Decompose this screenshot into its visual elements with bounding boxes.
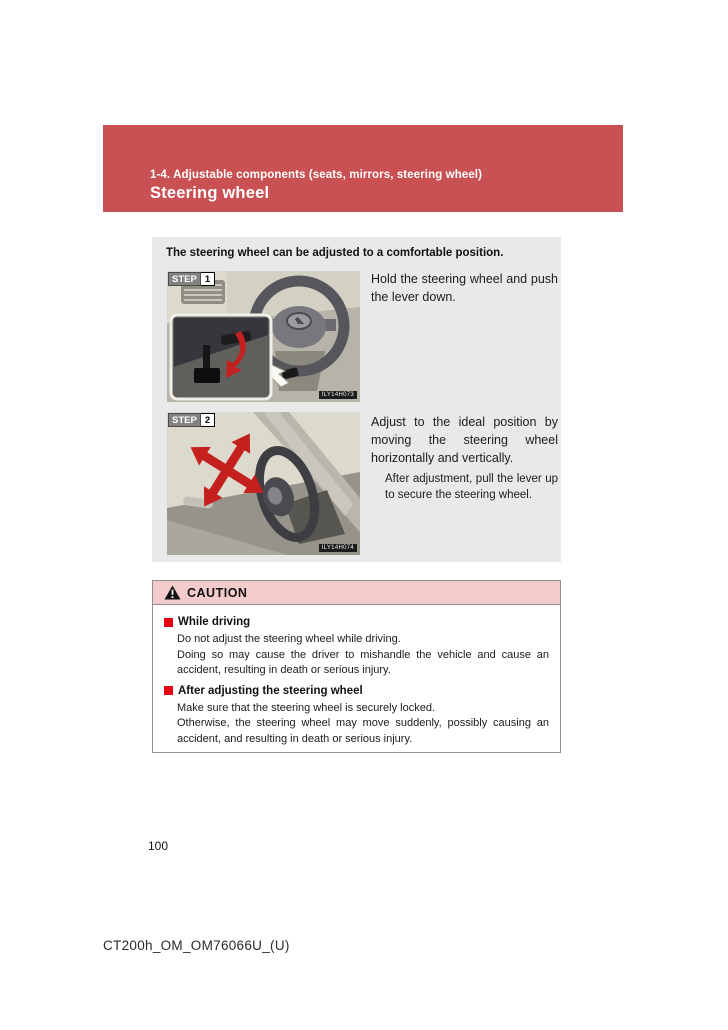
- step2-illustration: [167, 412, 360, 555]
- step1-illustration: [167, 271, 360, 402]
- intro-text: The steering wheel can be adjusted to a comfortable position.: [166, 247, 504, 259]
- section-banner: [103, 125, 623, 212]
- caution-body: [153, 605, 560, 748]
- page-title: Steering wheel: [150, 184, 270, 202]
- red-square-bullet-icon: [164, 686, 173, 695]
- caution-title: CAUTION: [187, 585, 248, 600]
- step2-badge: [168, 413, 215, 427]
- step-badge-number: 2: [201, 413, 215, 427]
- step-badge-label: STEP: [168, 272, 201, 286]
- caution-item-text: [177, 632, 549, 679]
- step-badge-label: STEP: [168, 413, 201, 427]
- caution-item-heading: [164, 685, 549, 697]
- step1-instruction: Hold the steering wheel and push the lever down.: [371, 272, 558, 305]
- step2-subinstruction: After adjustment, pull the lever up to secure the steering wheel.: [385, 473, 558, 502]
- steering-wheel-side-view-image: [167, 412, 360, 555]
- page-number: 100: [148, 839, 169, 853]
- warning-triangle-icon: [164, 585, 181, 600]
- section-breadcrumb: 1-4. Adjustable components (seats, mirrors, steering wheel): [150, 169, 483, 181]
- image-code-label: ILY14H073: [319, 391, 357, 399]
- caution-heading-text: After adjusting the steering wheel: [178, 684, 363, 697]
- caution-header: [153, 581, 560, 605]
- caution-item-heading: [164, 616, 549, 628]
- caution-line: Otherwise, the steering wheel may move suddenly, possibly causing an accident, and resulting in death or serious injury.: [177, 717, 549, 746]
- red-square-bullet-icon: [164, 618, 173, 627]
- caution-heading-text: While driving: [178, 616, 251, 628]
- instructions-panel: [152, 237, 561, 562]
- steering-wheel-front-view-image: [167, 271, 360, 402]
- document-code: CT200h_OM_OM76066U_(U): [103, 938, 290, 953]
- caution-item-text: [177, 701, 549, 748]
- image-code-label: ILY14H074: [319, 544, 357, 552]
- caution-line: Do not adjust the steering wheel while driving.: [177, 633, 401, 645]
- caution-line: Make sure that the steering wheel is securely locked.: [177, 701, 436, 714]
- step2-instruction: Adjust to the ideal position by moving the steering wheel horizontally and vertically.: [371, 415, 558, 466]
- caution-line: Doing so may cause the driver to mishandle the vehicle and cause an accident, resulting in death or serious injury.: [177, 648, 549, 677]
- step-badge-number: 1: [201, 272, 215, 286]
- step1-badge: [168, 272, 215, 286]
- caution-panel: [152, 580, 561, 753]
